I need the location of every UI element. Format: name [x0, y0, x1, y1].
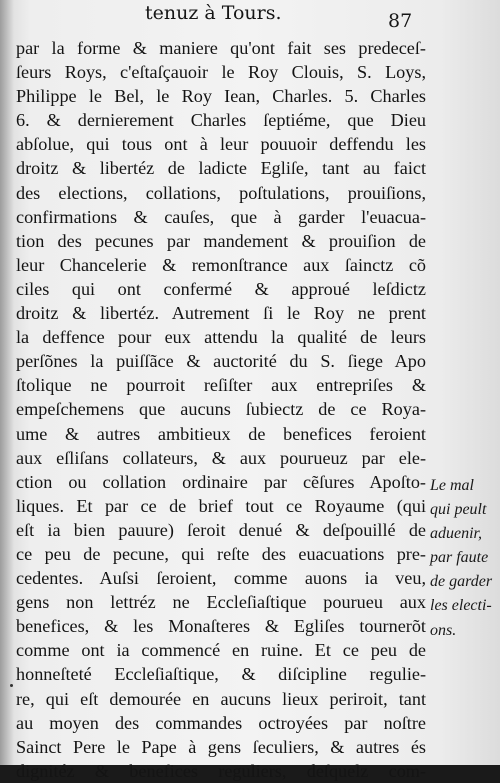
text-line: Sainct Pere le Pape à gens ſeculiers, & autres és	[16, 736, 426, 757]
text-line: re, qui eſt demourée en aucuns lieux periroit, tant	[16, 688, 426, 709]
margin-note-line: ons.	[430, 621, 457, 639]
text-line: ce peu de pecune, qui reſte des euacuations pre-	[16, 543, 426, 564]
margin-note-line: les electi-	[430, 597, 492, 615]
text-line: dignitéz & benefices reguliers, deſquelz com-	[16, 760, 426, 781]
text-line: comme ont ia commencé en ruine. Et ce peu de	[16, 640, 426, 661]
text-line: cedentes. Auſsi ſeroient, comme auons ia veu,	[16, 568, 426, 589]
margin-note-line: par faute	[430, 549, 489, 567]
text-line: ume & autres ambitieux de benefices feroient	[16, 423, 426, 444]
text-line: empeſchemens que aucuns ſubiectz de ce Roya-	[16, 399, 426, 420]
text-line: benefices, & les Monaſteres & Egliſes tournerõt	[16, 616, 426, 637]
text-line: tion des pecunes par mandement & prouiſion de	[16, 230, 426, 251]
text-line: abſolue, qui tous ont à leur pouuoir deffendu les	[16, 134, 426, 155]
margin-note-line: aduenir,	[430, 525, 482, 543]
text-line: liques. Et par ce de brief tout ce Royaume (qui	[16, 495, 426, 516]
text-line: droitz & libertéz. Autrement ſi le Roy ne prent	[16, 303, 426, 324]
text-line: ction ou collation ordinaire par cẽſures Apoſto-	[16, 471, 426, 492]
margin-note-line: Le mal	[430, 477, 474, 494]
text-line: leur Chancelerie & remonſtrance aux ſainctz cõ	[16, 254, 426, 275]
text-line: perſõnes la puiſſãce & auctorité du S. ſiege Apo	[16, 351, 426, 372]
text-line: la deffence pour eux attendu la qualité de leurs	[16, 327, 426, 348]
running-head: tenuz à Tours.	[145, 2, 282, 24]
page-number: 87	[388, 10, 413, 32]
margin-note-line: qui peult	[430, 501, 487, 519]
text-line: droitz & libertéz de ladicte Egliſe, tant au faict	[16, 158, 426, 179]
gutter-shadow	[0, 0, 14, 765]
body-text	[16, 36, 426, 783]
text-line: ſeurs Roys, c'eſtaſçauoir le Roy Clouis, S. Loys,	[16, 62, 426, 83]
text-line: gens non lettréz ne Eccleſiaſtique pourueu aux	[16, 592, 426, 613]
text-line: 6. & dernierement Charles ſeptiéme, que Dieu	[16, 110, 426, 131]
text-line: des elections, collations, poſtulations, prouiſions,	[16, 182, 426, 203]
text-line: ſtolique ne pourroit reſiſter aux entrepriſes &	[16, 375, 426, 396]
text-line: au moyen des commandes octroyées par noſtre	[16, 712, 426, 733]
text-line: par la forme & maniere qu'ont fait ses predeceſ-	[16, 38, 426, 58]
text-line: aux eſliſans collateurs, & aux pourueuz par ele-	[16, 447, 426, 468]
text-line: confirmations & cauſes, que à garder l'euacua-	[16, 206, 426, 227]
text-line: Philippe le Bel, le Roy Iean, Charles. 5. Charles	[16, 86, 426, 107]
margin-note-line: de garder	[430, 573, 493, 591]
margin-note	[430, 474, 500, 643]
text-line: eſt ia bien pauure) ſeroit denué & deſpouillé de	[16, 519, 426, 540]
text-line: honneſteté Eccleſiaſtique, & diſcipline regulie-	[16, 664, 426, 685]
ink-speck	[10, 684, 13, 687]
text-line: ciles qui ont confermé & approué leſdictz	[16, 278, 426, 299]
